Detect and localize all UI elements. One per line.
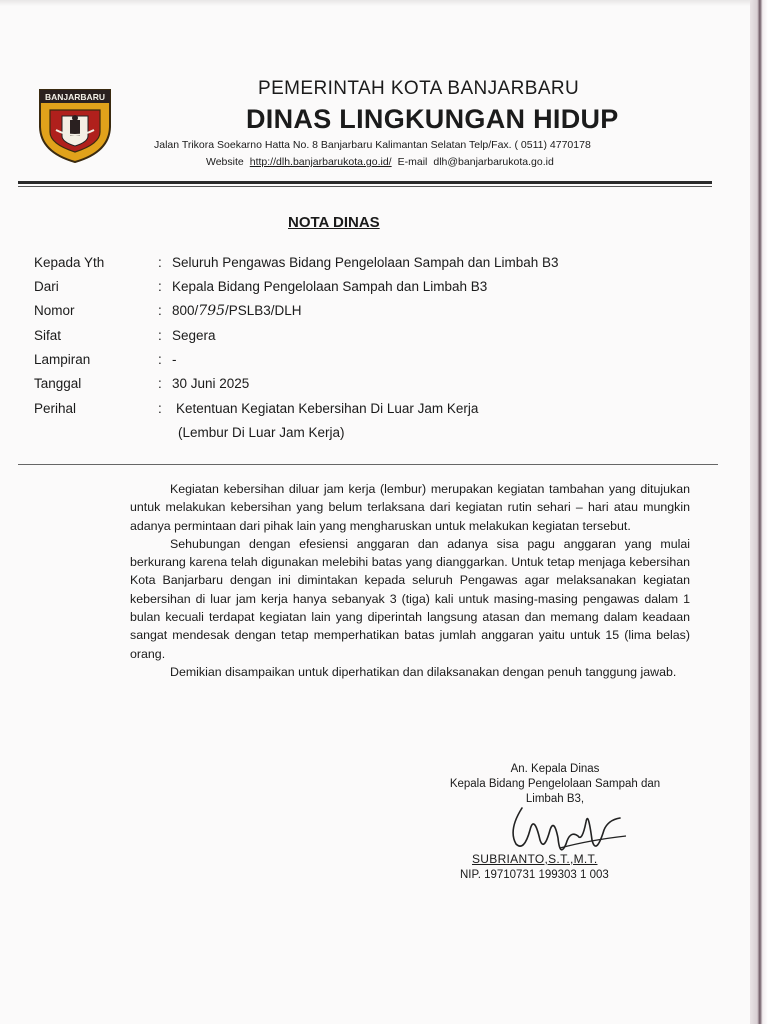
website-link[interactable]: http://dlh.banjarbarukota.go.id/ (249, 156, 392, 168)
signatory-name: SUBRIANTO,S.T.,M.T. (472, 852, 598, 866)
document-title: NOTA DINAS (288, 214, 380, 231)
paper-top-edge (0, 0, 768, 6)
website-label: Website (206, 156, 244, 168)
meta-colon: : (158, 303, 162, 318)
meta-label-attachment: Lampiran (34, 352, 91, 367)
meta-colon: : (158, 279, 162, 294)
letterhead-divider-thick (18, 181, 712, 184)
section-divider (18, 464, 718, 465)
meta-label-nature: Sifat (34, 328, 62, 343)
government-name: PEMERINTAH KOTA BANJARBARU (258, 78, 580, 99)
body-paragraph-2: Sehubungan dengan efesiensi anggaran dan adanya sisa pagu anggaran yang mulai berkurang karena telah digunakan melebihi batas yang dianggarkan. Untuk tetap menjaga kebersihan Kota Banjarbaru dengan ini dimintakan kepada seluruh Pengawas agar melaksanakan kegiatan kebersihan di luar jam kerja hanya sebanyak 3 (tiga) kali untuk masing-masing pengawas dalam 1 bulan kecuali terdapat kegiatan lain yang diperintah langsung atasan dan memang dalam keadaan sangat mendesak dengan tetap memperhatikan batas jumlah anggaran yaitu untuk 15 (lima belas) orang. (130, 536, 690, 661)
signature-line-2: Kepala Bidang Pengelolaan Sampah dan (449, 778, 661, 790)
body-paragraph-1: Kegiatan kebersihan diluar jam kerja (lembur) merupakan kegiatan tambahan yang ditujukan untuk melakukan kebersihan yang belum terlaksana dari kegiatan rutin sehari – hari atau mungkin adanya permintaan dari pihak lain yang mengharuskan untuk melakukan kegiatan tersebut. (130, 482, 690, 533)
number-suffix: /PSLB3/DLH (225, 303, 302, 318)
meta-value-nature: Segera (172, 328, 216, 343)
contact-line (206, 156, 554, 168)
handwritten-number: 795 (198, 303, 226, 319)
meta-label-recipient: Kepada Yth (34, 255, 105, 270)
signatory-nip: NIP. 19710731 199303 1 003 (460, 869, 609, 881)
logo-text: BANJARBARU (45, 92, 105, 102)
meta-value-number (172, 303, 302, 319)
body-paragraph-3: Demikian disampaikan untuk diperhatikan dan dilaksanakan dengan penuh tanggung jawab. (170, 664, 677, 679)
meta-label-date: Tanggal (34, 376, 82, 391)
meta-label-number: Nomor (34, 303, 75, 318)
meta-value-subject-note: (Lembur Di Luar Jam Kerja) (178, 425, 345, 440)
meta-colon: : (158, 376, 162, 391)
memo-body (130, 480, 690, 681)
meta-label-from: Dari (34, 279, 59, 294)
number-prefix: 800/ (172, 303, 199, 318)
meta-value-from: Kepala Bidang Pengelolaan Sampah dan Limbah B3 (172, 279, 488, 294)
meta-value-date: 30 Juni 2025 (172, 376, 250, 391)
city-emblem-logo (36, 86, 114, 164)
meta-colon: : (158, 328, 162, 343)
email-address[interactable]: dlh@banjarbarukota.go.id (433, 156, 554, 168)
meta-colon: : (158, 255, 162, 270)
office-address: Jalan Trikora Soekarno Hatta No. 8 Banjarbaru Kalimantan Selatan Telp/Fax. ( 0511) 4770178 (154, 139, 591, 151)
paper-right-edge (750, 0, 768, 1024)
meta-value-recipient: Seluruh Pengawas Bidang Pengelolaan Sampah dan Limbah B3 (172, 255, 559, 270)
signature-line-3: Limbah B3, (525, 793, 585, 805)
meta-colon: : (158, 352, 162, 367)
meta-colon: : (158, 401, 162, 416)
agency-name: DINAS LINGKUNGAN HIDUP (246, 104, 619, 134)
meta-label-subject: Perihal (34, 401, 77, 416)
meta-value-attachment: - (172, 352, 177, 367)
letterhead-divider-thin (18, 186, 712, 187)
email-label: E-mail (397, 156, 428, 168)
meta-value-subject: Ketentuan Kegiatan Kebersihan Di Luar Jam Kerja (176, 401, 479, 416)
signature-line-1: An. Kepala Dinas (510, 763, 600, 775)
